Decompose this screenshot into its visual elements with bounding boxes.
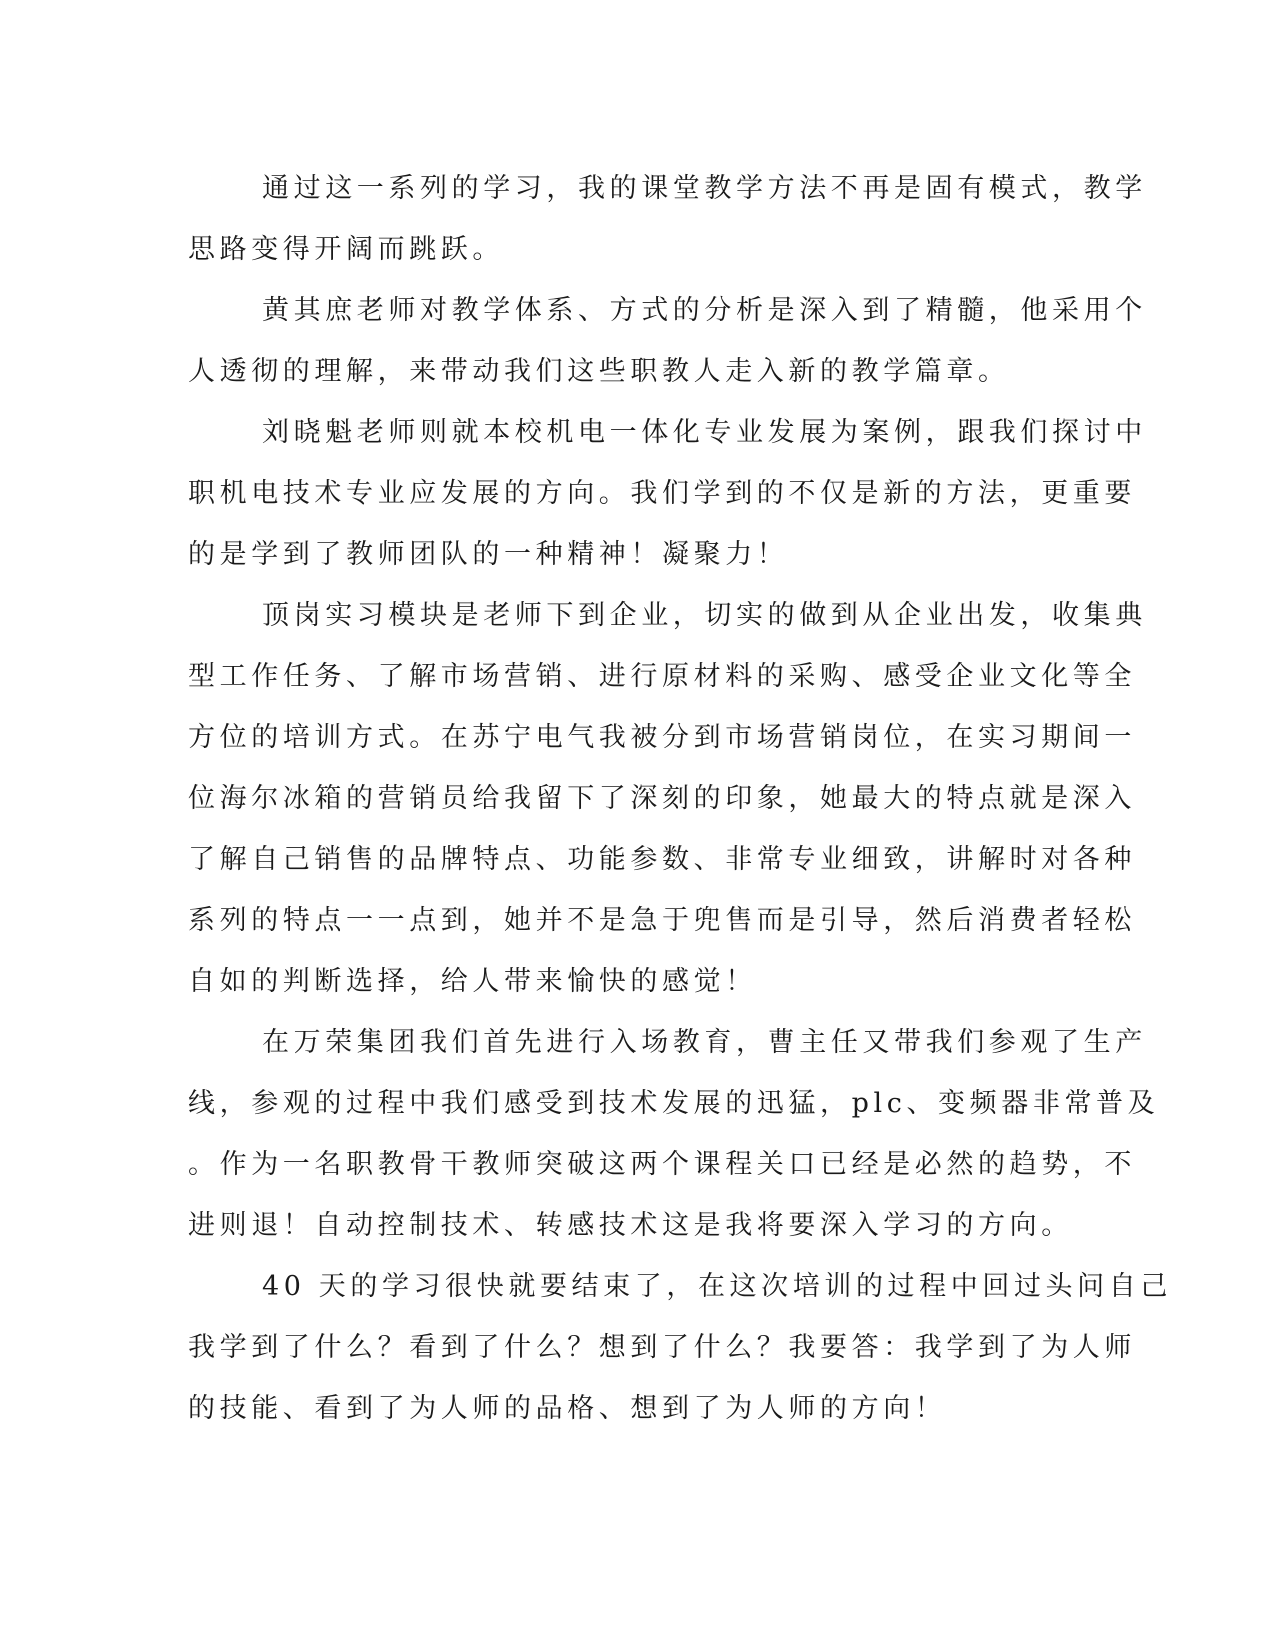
- paragraph-line: 自如的判断选择，给人带来愉快的感觉！: [188, 966, 757, 997]
- paragraph-4: [188, 585, 1147, 1012]
- paragraph-6: [188, 1256, 1172, 1439]
- paragraph-3: [188, 402, 1147, 585]
- paragraph-2: [188, 280, 1147, 402]
- paragraph-line: 通过这一系列的学习，我的课堂教学方法不再是固有模式，教学: [262, 173, 1147, 204]
- paragraph-line: 。作为一名职教骨干教师突破这两个课程关口已经是必然的趋势，不: [188, 1149, 1136, 1180]
- paragraph-line: 的是学到了教师团队的一种精神！凝聚力！: [188, 539, 789, 570]
- paragraph-1: [188, 158, 1147, 280]
- paragraph-line: 的技能、看到了为人师的品格、想到了为人师的方向！: [188, 1393, 947, 1424]
- paragraph-line: 思路变得开阔而跳跃。: [188, 234, 504, 265]
- paragraph-line: 方位的培训方式。在苏宁电气我被分到市场营销岗位，在实习期间一: [188, 722, 1136, 753]
- document-body: [188, 158, 1172, 1439]
- paragraph-line: 系列的特点一一点到，她并不是急于兜售而是引导，然后消费者轻松: [188, 905, 1136, 936]
- paragraph-line: 刘晓魁老师则就本校机电一体化专业发展为案例，跟我们探讨中: [262, 417, 1147, 448]
- paragraph-line: 黄其庶老师对教学体系、方式的分析是深入到了精髓，他采用个: [262, 295, 1147, 326]
- paragraph-line: 位海尔冰箱的营销员给我留下了深刻的印象，她最大的特点就是深入: [188, 783, 1136, 814]
- paragraph-line: 职机电技术专业应发展的方向。我们学到的不仅是新的方法，更重要: [188, 478, 1136, 509]
- paragraph-5: [188, 1012, 1160, 1256]
- paragraph-line: 了解自己销售的品牌特点、功能参数、非常专业细致，讲解时对各种: [188, 844, 1136, 875]
- paragraph-line: 顶岗实习模块是老师下到企业，切实的做到从企业出发，收集典: [262, 600, 1147, 631]
- paragraph-line: 线，参观的过程中我们感受到技术发展的迅猛，plc、变频器非常普及: [188, 1088, 1160, 1119]
- paragraph-line: 在万荣集团我们首先进行入场教育，曹主任又带我们参观了生产: [262, 1027, 1147, 1058]
- paragraph-line: 我学到了什么？看到了什么？想到了什么？我要答：我学到了为人师: [188, 1332, 1136, 1363]
- paragraph-line: 型工作任务、了解市场营销、进行原材料的采购、感受企业文化等全: [188, 661, 1136, 692]
- paragraph-line: 进则退！自动控制技术、转感技术这是我将要深入学习的方向。: [188, 1210, 1073, 1241]
- paragraph-line: 40 天的学习很快就要结束了，在这次培训的过程中回过头问自己: [262, 1271, 1172, 1302]
- paragraph-line: 人透彻的理解，来带动我们这些职教人走入新的教学篇章。: [188, 356, 1010, 387]
